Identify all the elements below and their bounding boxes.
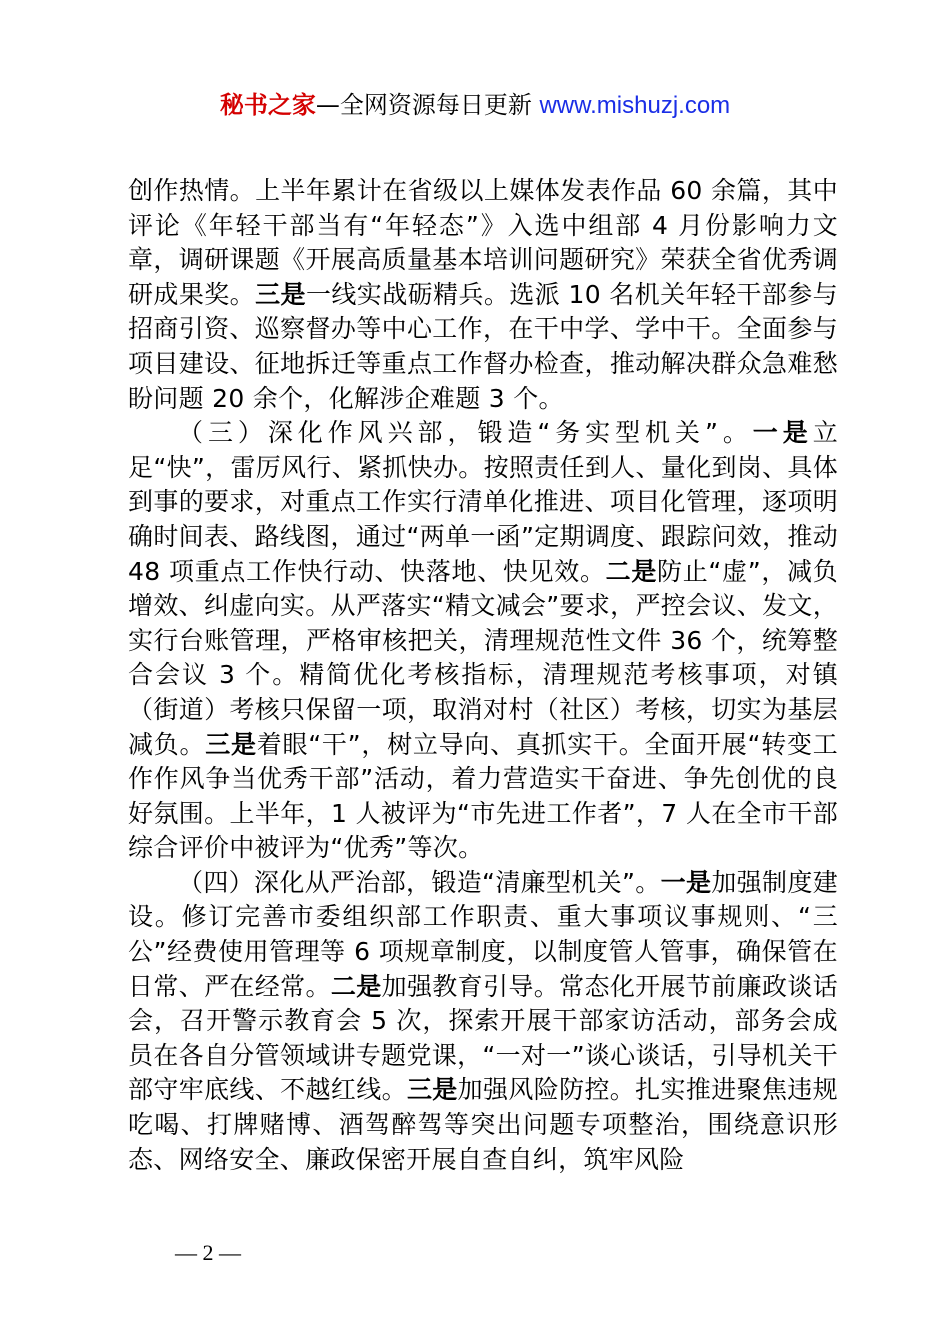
body-paragraph — [128, 866, 838, 1177]
document-body — [128, 174, 838, 1177]
site-url[interactable]: www.mishuzj.com — [539, 92, 731, 119]
site-tagline: —全网资源每日更新 — [315, 91, 532, 119]
site-header — [0, 88, 950, 123]
bold-lead-phrase: 一是 — [752, 418, 813, 448]
bold-lead-phrase: 二是 — [330, 971, 382, 1001]
paragraph-text: 加强教育引导。常态化开展节前廉政谈话会，召开警示教育会 5 次，探索开展干部家访活动，部务会成员在各自分管领域讲专题党课，“一对一”谈心谈话，引导机关干部守牢底线、不越红线。 — [128, 971, 838, 1105]
site-brand: 秘书之家 — [219, 91, 316, 119]
paragraph-text: 加强风险防控。扎实推进聚焦违规吃喝、打牌赌博、酒驾醉驾等突出问题专项整治，围绕意识形态、网络安全、廉政保密开展自查自纠，筑牢风险 — [128, 1075, 838, 1174]
paragraph-text: 立足“快”，雷厉风行、紧抓快办。按照责任到人、量化到岗、具体到事的要求，对重点工作实行清单化推进、项目化管理，逐项明确时间表、路线图，通过“两单一函”定期调度、跟踪问效，推动 48 项重点工作快行动、快落地、快见效。 — [128, 418, 838, 586]
paragraph-text: 着眼“干”，树立导向、真抓实干。全面开展“转变工作作风争当优秀干部”活动，着力营造实干奋进、争先创优的良好氛围。上半年，1 人被评为“市先进工作者”，7 人在全市干部综合评价中被评为“优秀”等次。 — [128, 729, 838, 863]
paragraph-text: 加强制度建设。修订完善市委组织部工作职责、重大事项议事规则、“三公”经费使用管理等 6 项规章制度，以制度管人管事，确保管在日常、严在经常。 — [128, 867, 838, 1001]
page-number: — 2 — — [175, 1240, 241, 1265]
bold-lead-phrase: 三是 — [205, 729, 257, 759]
paragraph-text: （四）深化从严治部，锻造“清廉型机关”。 — [178, 867, 661, 897]
paragraph-text: 创作热情。上半年累计在省级以上媒体发表作品 60 余篇，其中评论《年轻干部当有“年轻态”》入选中组部 4 月份影响力文章，调研课题《开展高质量基本培训问题研究》荣获全省优秀调研成果奖。 — [128, 176, 838, 309]
body-paragraph — [128, 416, 838, 866]
bold-lead-phrase: 一是 — [660, 867, 712, 897]
paragraph-text: （三）深化作风兴部，锻造“务实型机关”。 — [178, 418, 753, 448]
paragraph-text: 防止“虚”，减负增效、纠虚向实。从严落实“精文减会”要求，严控会议、发文，实行台账管理，严格审核把关，清理规范性文件 36 个，统筹整合会议 3 个。精简优化考核指标，清理规范考核事项，对镇（街道）考核只保留一项，取消对村（社区）考核，切实为基层减负。 — [128, 556, 838, 759]
body-paragraph — [128, 174, 838, 416]
bold-lead-phrase: 三是 — [255, 279, 306, 309]
paragraph-text: 一线实战砺精兵。选派 10 名机关年轻干部参与招商引资、巡察督办等中心工作，在干中学、学中干。全面参与项目建设、征地拆迁等重点工作督办检查，推动解决群众急难愁盼问题 20 余个，化解涉企难题 3 个。 — [128, 279, 838, 413]
bold-lead-phrase: 三是 — [406, 1075, 458, 1105]
bold-lead-phrase: 二是 — [605, 556, 658, 586]
